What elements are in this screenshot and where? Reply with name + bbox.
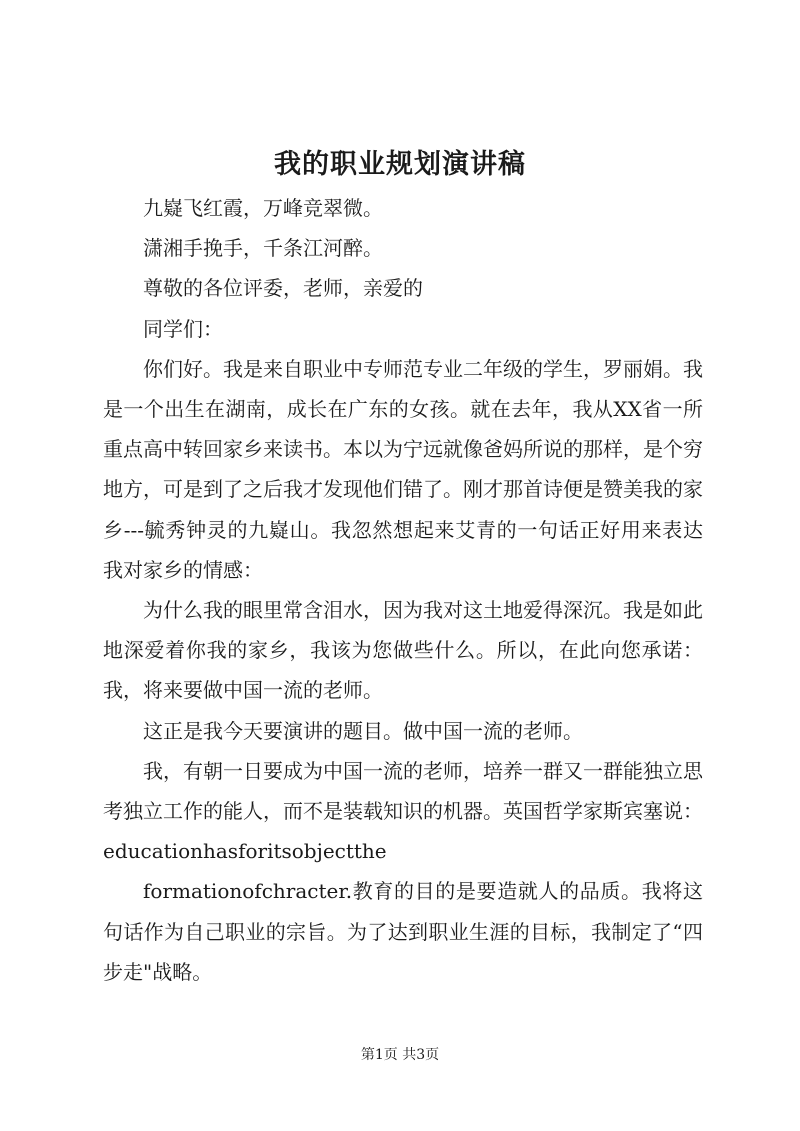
document-body <box>103 188 703 992</box>
paragraph: 为什么我的眼里常含泪水，因为我对这土地爱得深沉。我是如此地深爱着你我的家乡，我该为您做些什么。所以，在此向您承诺：我，将来要做中国一流的老师。 <box>103 598 703 703</box>
paragraph: 这正是我今天要演讲的题目。做中国一流的老师。 <box>143 718 583 743</box>
paragraph: 潇湘手挽手，千条江河醉。 <box>143 236 383 261</box>
paragraph: 同学们： <box>143 316 223 341</box>
paragraph: 你们好。我是来自职业中专师范专业二年级的学生，罗丽娟。我是一个出生在湖南，成长在广东的女孩。就在去年，我从XX省一所重点高中转回家乡来读书。本以为宁远就像爸妈所说的那样，是个穷地方，可是到了之后我才发现他们错了。刚才那首诗便是赞美我的家乡---毓秀钟灵的九嶷山。我忽然想起来艾青的一句话正好用来表达我对家乡的情感： <box>103 356 703 582</box>
page-footer: 第1页 共3页 <box>360 1047 440 1063</box>
paragraph: formationofchracter.教育的目的是要造就人的品质。我将这句话作为自己职业的宗旨。为了达到职业生涯的目标，我制定了“四步走"战略。 <box>103 879 703 984</box>
paragraph: 九嶷飞红霞，万峰竞翠微。 <box>143 196 383 220</box>
paragraph: 尊敬的各位评委，老师，亲爱的 <box>143 276 423 301</box>
paragraph: 我，有朝一日要成为中国一流的老师，培养一群又一群能独立思考独立工作的能人，而不是装载知识的机器。英国哲学家斯宾塞说：educationhasforitsobjectthe <box>103 758 703 864</box>
document-title: 我的职业规划演讲稿 <box>274 149 526 180</box>
